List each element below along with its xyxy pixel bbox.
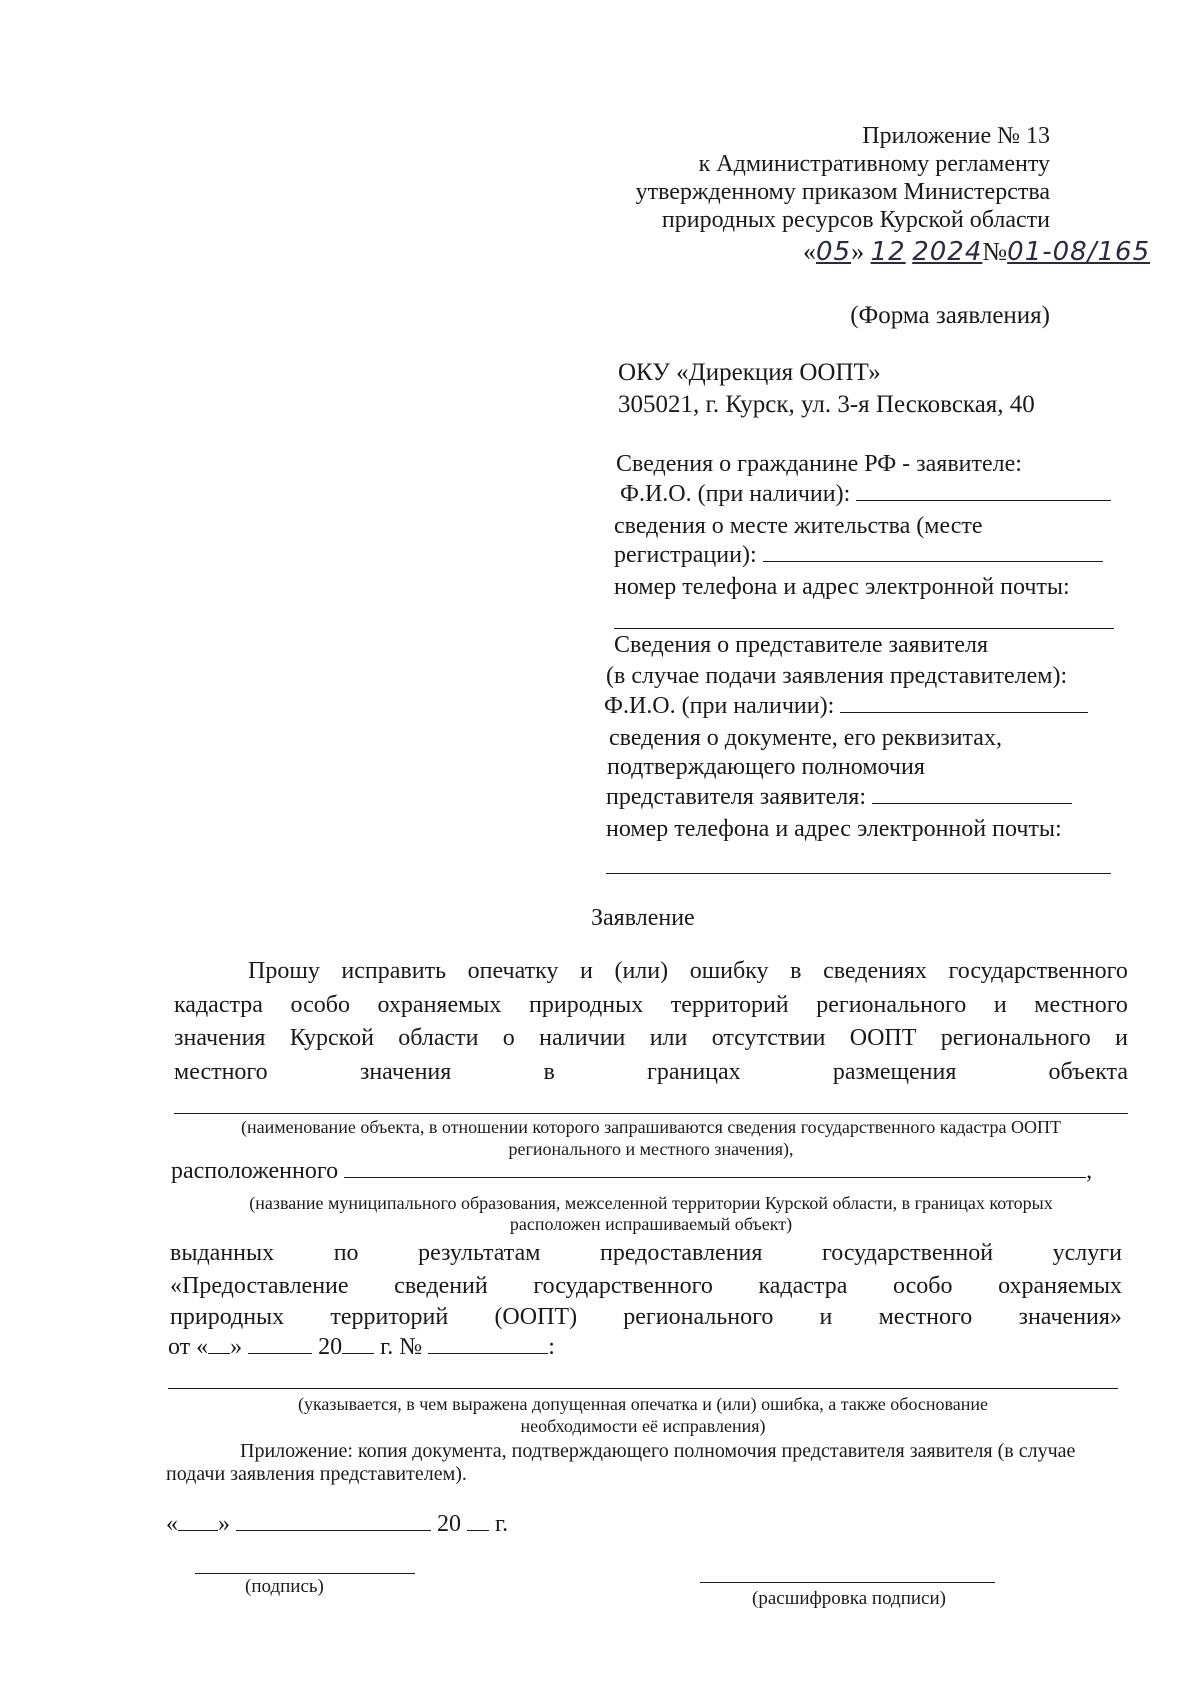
appendix-regulation: к Административному регламенту (698, 151, 1050, 177)
appendix-order: утвержденному приказом Министерства (635, 179, 1050, 205)
body-word: отсутствии (711, 1025, 826, 1051)
located-label: расположенного (171, 1158, 339, 1184)
document-title: Заявление (591, 905, 695, 931)
representative-doc-row (606, 783, 1072, 812)
applicant-contacts-field[interactable] (614, 628, 1114, 629)
body-word: размещения (832, 1059, 957, 1085)
object-name-note-1: (наименование объекта, в отношении которого запрашиваются сведения государственного кадастра ООПТ (241, 1117, 1061, 1137)
municipality-note-2: расположен испрашиваемый объект) (509, 1214, 793, 1234)
body-word: сведений (394, 1273, 488, 1299)
body-word: территорий (670, 992, 789, 1018)
body-word: Курской (289, 1025, 374, 1051)
body-word: сведениях (823, 958, 927, 984)
body-word: значения» (1018, 1304, 1122, 1330)
representative-fio-row (604, 692, 1088, 721)
error-note-1: (указывается, в чем выражена допущенная опечатка и (или) ошибка, а также обоснование (297, 1394, 989, 1414)
body-word: природных (170, 1304, 285, 1330)
representative-contacts-label: номер телефона и адрес электронной почты: (606, 816, 1062, 842)
body-word: Прошу (248, 958, 320, 984)
appendix-ministry: природных ресурсов Курской области (661, 207, 1050, 233)
applicant-residence-label-end: регистрации): (614, 542, 757, 568)
signature-decoding-caption: (расшифровка подписи) (752, 1588, 946, 1609)
body-word: государственной (822, 1240, 994, 1266)
applicant-heading: Сведения о гражданине РФ - заявителе: (616, 451, 1022, 477)
appendix-number: Приложение № 13 (862, 123, 1050, 149)
body-line-4 (174, 1059, 1128, 1086)
object-name-note-2: регионального и местного значения), (508, 1139, 794, 1159)
body-word: объекта (1048, 1059, 1128, 1085)
appendix-header (636, 122, 1050, 234)
order-date-line: «05» 12 2024№01-08/165 (803, 237, 1151, 267)
service-day-field[interactable] (208, 1352, 230, 1354)
signing-day-field[interactable] (178, 1529, 218, 1531)
body-word: местного (1034, 992, 1128, 1018)
applicant-residence-field[interactable] (763, 560, 1103, 562)
order-day: 05 (816, 237, 852, 267)
body-word: «Предоставление (170, 1273, 349, 1299)
applicant-residence-row (614, 541, 1103, 570)
signature-field[interactable] (195, 1573, 415, 1574)
body-word: местного (878, 1304, 973, 1330)
body-word: особо (290, 992, 350, 1018)
signing-month-field[interactable] (236, 1529, 431, 1531)
body-word: области (398, 1025, 479, 1051)
body-line-2 (174, 992, 1128, 1019)
body-word: опечатку (467, 958, 559, 984)
body-word: и (993, 992, 1007, 1018)
body-word: наличии (539, 1025, 626, 1051)
body-word: или (649, 1025, 688, 1051)
located-row: расположенного , (171, 1158, 1093, 1184)
body-word: охраняемых (998, 1273, 1122, 1299)
body-line-6 (170, 1273, 1122, 1300)
body-word: о (502, 1025, 515, 1051)
body-word: по (333, 1240, 359, 1266)
signing-year-field[interactable] (467, 1529, 489, 1531)
representative-doc-label-2: подтверждающего полномочия (607, 754, 925, 780)
error-note-2: необходимости её исправления) (520, 1416, 766, 1436)
representative-heading: Сведения о представителе заявителя (614, 632, 989, 658)
body-word: границах (647, 1059, 741, 1085)
representative-fio-field[interactable] (840, 711, 1088, 713)
body-line-1 (248, 958, 1128, 985)
body-line-5 (170, 1240, 1122, 1267)
body-word: регионального (623, 1304, 774, 1330)
body-word: кадастра (174, 992, 263, 1018)
representative-fio-label: Ф.И.О. (при наличии): (604, 693, 835, 719)
applicant-contacts-label: номер телефона и адрес электронной почты: (614, 574, 1070, 600)
object-name-field[interactable] (174, 1113, 1128, 1114)
body-word: и (819, 1304, 833, 1330)
order-number: 01-08/165 (1007, 237, 1151, 267)
body-word: значения (174, 1025, 266, 1051)
service-date-row: от « » 20 г. № : (168, 1334, 555, 1360)
representative-doc-label-1: сведения о документе, его реквизитах, (609, 725, 1002, 751)
body-line-7 (170, 1304, 1122, 1331)
body-word: кадастра (758, 1273, 848, 1299)
body-word: регионального (940, 1025, 1091, 1051)
body-word: ошибку (689, 958, 769, 984)
body-word: особо (892, 1273, 953, 1299)
recipient-address: 305021, г. Курск, ул. 3-я Песковская, 40 (618, 391, 1035, 418)
body-word: результатам (418, 1240, 541, 1266)
body-word: в (543, 1059, 555, 1085)
representative-doc-field[interactable] (872, 802, 1072, 804)
recipient-name: ОКУ «Дирекция ООПТ» (618, 359, 881, 386)
applicant-fio-label: Ф.И.О. (при наличии): (620, 481, 851, 507)
body-word: регионального (816, 992, 967, 1018)
body-word: выданных (170, 1240, 275, 1266)
attachment-line-2: подачи заявления представителем). (166, 1463, 467, 1485)
body-word: и (580, 958, 593, 984)
body-line-3 (174, 1025, 1128, 1052)
body-word: (или) (614, 958, 669, 984)
representative-doc-label-3: представителя заявителя: (606, 784, 866, 810)
body-word: охраняемых (377, 992, 502, 1018)
service-number-field[interactable] (428, 1352, 548, 1354)
applicant-fio-field[interactable] (856, 499, 1111, 501)
service-year-field[interactable] (342, 1352, 374, 1354)
signature-caption: (подпись) (245, 1576, 324, 1597)
applicant-residence-label: сведения о месте жительства (месте (614, 513, 983, 539)
form-type-label: (Форма заявления) (850, 302, 1050, 329)
body-word: значения (359, 1059, 452, 1085)
body-word: природных (529, 992, 644, 1018)
order-year: 2024 (912, 237, 983, 267)
body-word: местного (174, 1059, 268, 1085)
attachment-line-1: Приложение: копия документа, подтверждающего полномочия представителя заявителя (в случае (240, 1440, 1076, 1462)
body-word: ООПТ (849, 1025, 917, 1051)
body-word: услуги (1052, 1240, 1122, 1266)
signature-decoding-field[interactable] (700, 1582, 995, 1583)
body-word: государственного (948, 958, 1128, 984)
order-month: 12 (870, 237, 906, 267)
representative-condition: (в случае подачи заявления представителем): (606, 663, 1068, 689)
body-word: и (1115, 1025, 1128, 1051)
body-word: предоставления (599, 1240, 763, 1266)
body-word: исправить (341, 958, 447, 984)
body-word: (ООПТ) (494, 1304, 578, 1330)
body-word: государственного (533, 1273, 713, 1299)
applicant-fio-row (620, 480, 1111, 509)
body-word: в (790, 958, 802, 984)
recipient-block (618, 357, 1035, 421)
signing-date-row: « » 20 г. (166, 1511, 509, 1537)
body-word: территорий (330, 1304, 449, 1330)
error-description-field[interactable] (168, 1388, 1118, 1389)
municipality-note-1: (название муниципального образования, межселенной территории Курской области, в границах которых (249, 1193, 1053, 1213)
service-month-field[interactable] (248, 1352, 312, 1354)
representative-contacts-field[interactable] (606, 873, 1111, 874)
located-field[interactable] (344, 1176, 1086, 1178)
